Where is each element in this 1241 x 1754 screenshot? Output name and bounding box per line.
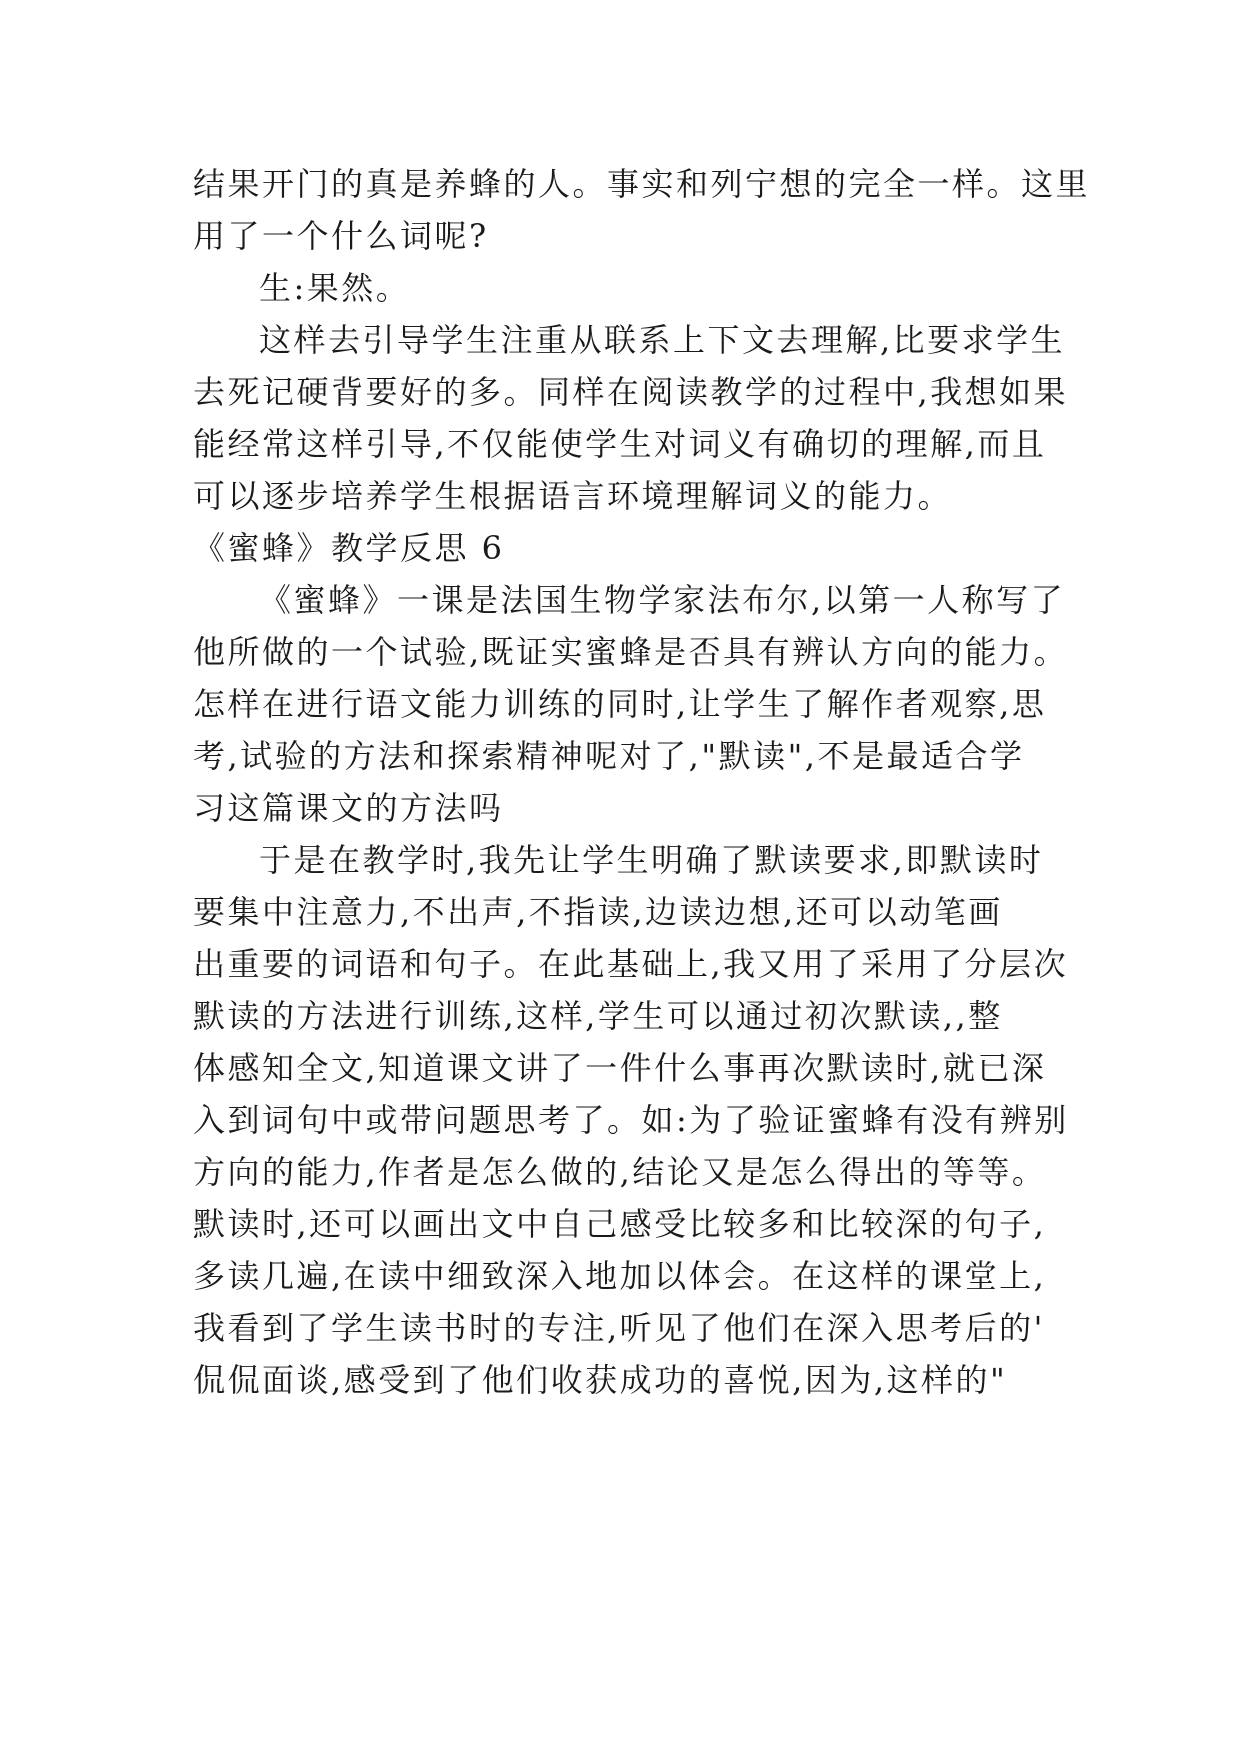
body-line-12: 考,试验的方法和探索精神呢对了,"默读",不是最适合学: [193, 737, 1025, 775]
body-line-22: 多读几遍,在读中细致深入地加以体会。在这样的课堂上,: [193, 1257, 1047, 1295]
body-line-11: 怎样在进行语文能力训练的同时,让学生了解作者观察,思: [193, 685, 1047, 723]
paragraph-start-line: 《蜜蜂》一课是法国生物学家法布尔,以第一人称写了: [259, 581, 1066, 619]
body-line-10: 他所做的一个试验,既证实蜜蜂是否具有辨认方向的能力。: [193, 633, 1069, 671]
body-line-16: 出重要的词语和句子。在此基础上,我又用了采用了分层次: [193, 945, 1069, 983]
body-line-24: 侃侃面谈,感受到了他们收获成功的喜悦,因为,这样的": [193, 1361, 1008, 1399]
body-line-18: 体感知全文,知道课文讲了一件什么事再次默读时,就已深: [193, 1049, 1047, 1087]
body-line-13: 习这篇课文的方法吗: [193, 789, 504, 827]
paragraph-start-line: 这样去引导学生注重从联系上下文去理解,比要求学生: [259, 321, 1066, 359]
body-line-20: 方向的能力,作者是怎么做的,结论又是怎么得出的等等。: [193, 1153, 1047, 1191]
body-line-21: 默读时,还可以画出文中自己感受比较多和比较深的句子,: [193, 1205, 1047, 1243]
section-heading: 《蜜蜂》教学反思 6: [193, 529, 505, 567]
body-line-17: 默读的方法进行训练,这样,学生可以通过初次默读,,整: [193, 997, 1003, 1035]
body-line-5: 去死记硬背要好的多。同样在阅读教学的过程中,我想如果: [193, 373, 1069, 411]
body-line-6: 能经常这样引导,不仅能使学生对词义有确切的理解,而且: [193, 425, 1047, 463]
document-body: [193, 158, 1091, 1406]
body-line-1: 结果开门的真是养蜂的人。事实和列宁想的完全一样。这里: [193, 165, 1091, 203]
body-line-15: 要集中注意力,不出声,不指读,边读边想,还可以动笔画: [193, 893, 1003, 931]
body-line-7: 可以逐步培养学生根据语言环境理解词义的能力。: [193, 477, 953, 515]
dialogue-line-answer: 生:果然。: [259, 269, 411, 307]
body-line-23: 我看到了学生读书时的专注,听见了他们在深入思考后的': [193, 1309, 1045, 1347]
body-line-2: 用了一个什么词呢?: [193, 217, 489, 255]
paragraph-start-line: 于是在教学时,我先让学生明确了默读要求,即默读时: [259, 841, 1044, 879]
body-line-19: 入到词句中或带问题思考了。如:为了验证蜜蜂有没有辨别: [193, 1101, 1069, 1139]
